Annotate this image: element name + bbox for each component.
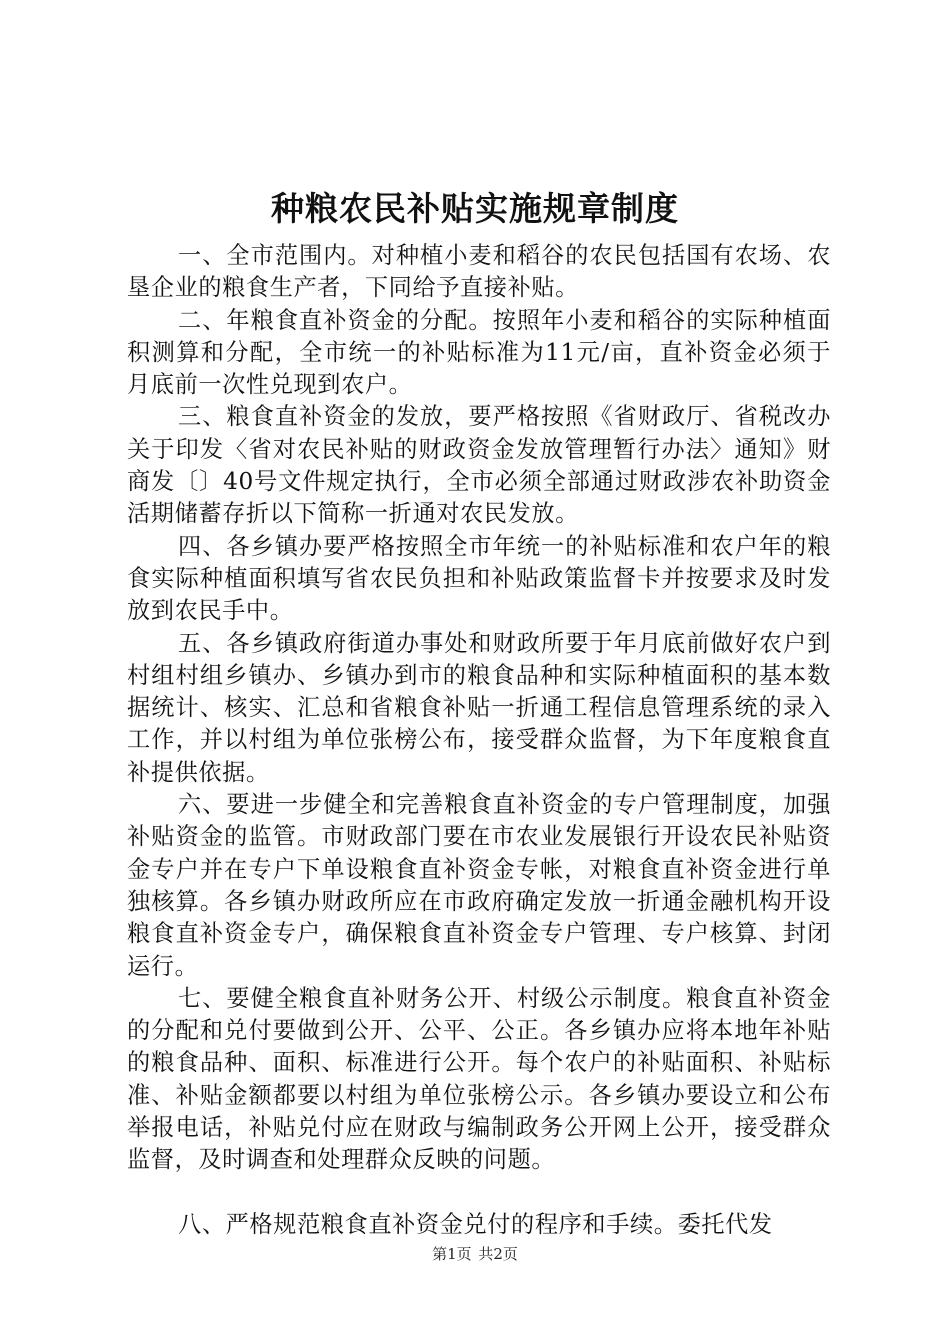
page-total: 共2页: [478, 1245, 518, 1263]
paragraph-8: 八、严格规范粮食直补资金兑付的程序和手续。委托代发: [178, 1210, 773, 1238]
paragraph-5: 五、各乡镇政府街道办事处和财政所要于年月底前做好农户到村组村组乡镇办、乡镇办到市的粮食品种和实际种植面积的基本数据统计、核实、汇总和省粮食补贴一折通工程信息管理系统的录入工作，并以村组为单位张榜公布，接受群众监督，为下年度粮食直补提供依据。: [127, 629, 831, 786]
paragraph-3: 三、粮食直补资金的发放，要严格按照《省财政厅、省税改办关于印发〈省对农民补贴的财政资金发放管理暂行办法〉通知》财商发〔〕40号文件规定执行，全市必须全部通过财政涉农补助资金活期储蓄存折以下简称一折通对农民发放。: [127, 403, 831, 528]
paragraph-1: 一、全市范围内。对种植小麦和稻谷的农民包括国有农场、农垦企业的粮食生产者，下同给予直接补贴。: [127, 242, 831, 302]
page-number: 第1页: [432, 1245, 472, 1263]
page-footer: [0, 1243, 950, 1265]
paragraph-2: 二、年粮食直补资金的分配。按照年小麦和稻谷的实际种植面积测算和分配，全市统一的补贴标准为11元/亩，直补资金必须于月底前一次性兑现到农户。: [127, 306, 831, 399]
document-body: [127, 240, 831, 1241]
paragraph-4: 四、各乡镇办要严格按照全市年统一的补贴标准和农户年的粮食实际种植面积填写省农民负担和补贴政策监督卡并按要求及时发放到农民手中。: [127, 532, 831, 625]
paragraph-6: 六、要进一步健全和完善粮食直补资金的专户管理制度，加强补贴资金的监管。市财政部门要在市农业发展银行开设农民补贴资金专户并在专户下单设粮食直补资金专帐，对粮食直补资金进行单独核算。各乡镇办财政所应在市政府确定发放一折通金融机构开设粮食直补资金专户，确保粮食直补资金专户管理、专户核算、封闭运行。: [127, 791, 831, 980]
document-title: 种粮农民补贴实施规章制度: [271, 189, 679, 228]
paragraph-7: 七、要健全粮食直补财务公开、村级公示制度。粮食直补资金的分配和兑付要做到公开、公平、公正。各乡镇办应将本地年补贴的粮食品种、面积、标准进行公开。每个农户的补贴面积、补贴标准、补贴金额都要以村组为单位张榜公示。各乡镇办要设立和公布举报电话，补贴兑付应在财政与编制政务公开网上公开，接受群众监督，及时调查和处理群众反映的问题。: [127, 984, 831, 1174]
